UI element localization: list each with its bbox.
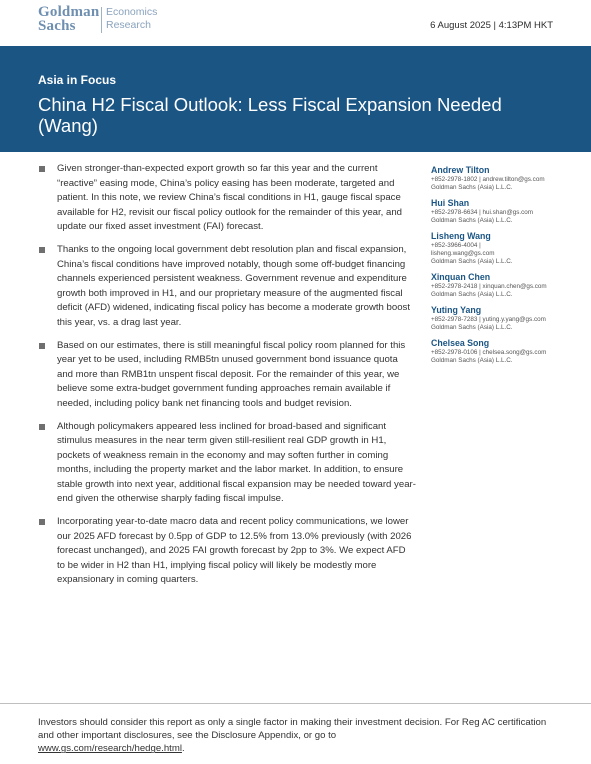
- logo-divider: [101, 7, 102, 33]
- author-firm: Goldman Sachs (Asia) L.L.C.: [431, 324, 513, 331]
- author-name: Chelsea Song: [431, 338, 490, 348]
- bullet-text: Incorporating year-to-date macro data and recent policy communications, we lower our 2025 AFD forecast by 0.5pp of GDP to 12.5% from 13.0% previously (with 2026 forecast unchanged), and 2025 FAI growth forecast by 2pp to 3%. We expect AFD to be wider in H2 than H1, implying fiscal policy will likely be modestly more expansionary in coming quarters.: [57, 516, 412, 586]
- bullet-text: Although policymakers appeared less inclined for broad-based and significant stimulus measures in the near term given still-resilient real GDP growth in H1, pockets of weakness remain in the economy and may soften further in coming months, including the property market and the labor market. In addition, to ensure stable growth into next year, additional fiscal expansion may be needed toward year-end given the otherwise sharply fading fiscal impulse.: [57, 420, 416, 505]
- author-email[interactable]: lisheng.wang@gs.com: [431, 250, 495, 257]
- logo-line-1: Goldman: [38, 4, 100, 20]
- author-contact[interactable]: +852-2978-0106 | chelsea.song@gs.com: [431, 349, 547, 356]
- author-firm: Goldman Sachs (Asia) L.L.C.: [431, 217, 513, 224]
- author-name: Andrew Tilton: [431, 165, 490, 175]
- summary-bullet: [38, 515, 416, 588]
- square-bullet-icon: [39, 519, 45, 525]
- footer-divider: [0, 703, 591, 704]
- logo-subtitle: [106, 6, 157, 32]
- author-name: Xinquan Chen: [431, 272, 491, 282]
- logo-sub-line-2: Research: [106, 19, 151, 31]
- summary-bullets: [38, 162, 416, 596]
- author-entry: [431, 198, 561, 225]
- series-name: Asia in Focus: [38, 73, 117, 87]
- bullet-text: Thanks to the ongoing local government debt resolution plan and fiscal expansion, China’s fiscal conditions have improved notably, though some off-budget financing channels experienced persistent weakness. Government revenue and expenditure growth both improved in H1, and our proprietary measure of the augmented fiscal deficit (AFD) widened, indicating fiscal policy has become a moderate growth boost this year, vs. a drag last year.: [57, 243, 411, 328]
- author-name: Hui Shan: [431, 198, 470, 208]
- author-contact[interactable]: +852-2978-2418 | xinquan.chen@gs.com: [431, 283, 547, 290]
- link-suffix: .: [181, 743, 185, 755]
- page-header: [0, 0, 591, 46]
- logo-line-2: Sachs: [38, 18, 76, 34]
- bullet-text: Based on our estimates, there is still meaningful fiscal policy room planned for this year yet to be used, including RMB5tn unused government bond issuance quota and more than RMB1tn unspent fiscal deposit. For the remainder of this year, we believe some extra-budget government funding approaches remain available if needed, including policy bank net financing tools and budget revision.: [57, 339, 406, 409]
- author-contact[interactable]: +852-2978-1802 | andrew.tilton@gs.com: [431, 176, 545, 183]
- author-firm: Goldman Sachs (Asia) L.L.C.: [431, 258, 513, 265]
- summary-bullet: [38, 162, 416, 235]
- author-entry: [431, 231, 561, 266]
- author-contact[interactable]: +852-2978-6634 | hui.shan@gs.com: [431, 209, 534, 216]
- square-bullet-icon: [39, 343, 45, 349]
- square-bullet-icon: [39, 247, 45, 253]
- summary-bullet: [38, 243, 416, 331]
- disclosure-link[interactable]: www.gs.com/research/hedge.html: [38, 743, 182, 755]
- summary-bullet: [38, 420, 416, 508]
- square-bullet-icon: [39, 166, 45, 172]
- bullet-text: Given stronger-than-expected export growth so far this year and the current “reactive” easing mode, China’s policy easing has been moderate, targeted and patient. In this note, we review China’s fiscal conditions in H1, gauge fiscal space available for H2, revisit our fiscal policy outlook for the remainder of this year, and update our fixed asset investment (FAI) forecast.: [57, 163, 403, 233]
- author-name: Lisheng Wang: [431, 231, 491, 241]
- author-firm: Goldman Sachs (Asia) L.L.C.: [431, 357, 513, 364]
- disclaimer-body: Investors should consider this report as only a single factor in making their investment decision. For Reg AC certification and other important disclosures, see the Disclosure Appendix, or go to: [38, 717, 547, 742]
- logo-wordmark: [38, 5, 99, 33]
- author-entry: [431, 305, 561, 332]
- logo-sub-line-1: Economics: [106, 6, 158, 18]
- author-contact: +852-3966-4004 |: [431, 242, 481, 249]
- author-list: [431, 165, 561, 371]
- author-name: Yuting Yang: [431, 305, 482, 315]
- square-bullet-icon: [39, 424, 45, 430]
- author-firm: Goldman Sachs (Asia) L.L.C.: [431, 184, 513, 191]
- summary-bullet: [38, 339, 416, 412]
- report-title: China H2 Fiscal Outlook: Less Fiscal Expansion Needed (Wang): [38, 94, 502, 136]
- goldman-sachs-logo: [38, 4, 158, 37]
- author-contact[interactable]: +852-2978-7283 | yuting.y.yang@gs.com: [431, 316, 546, 323]
- author-entry: [431, 272, 561, 299]
- author-firm: Goldman Sachs (Asia) L.L.C.: [431, 291, 513, 298]
- author-entry: [431, 338, 561, 365]
- author-entry: [431, 165, 561, 192]
- disclosure-text: [38, 716, 558, 756]
- publication-date: 6 August 2025 | 4:13PM HKT: [430, 20, 553, 31]
- title-banner: [0, 46, 591, 152]
